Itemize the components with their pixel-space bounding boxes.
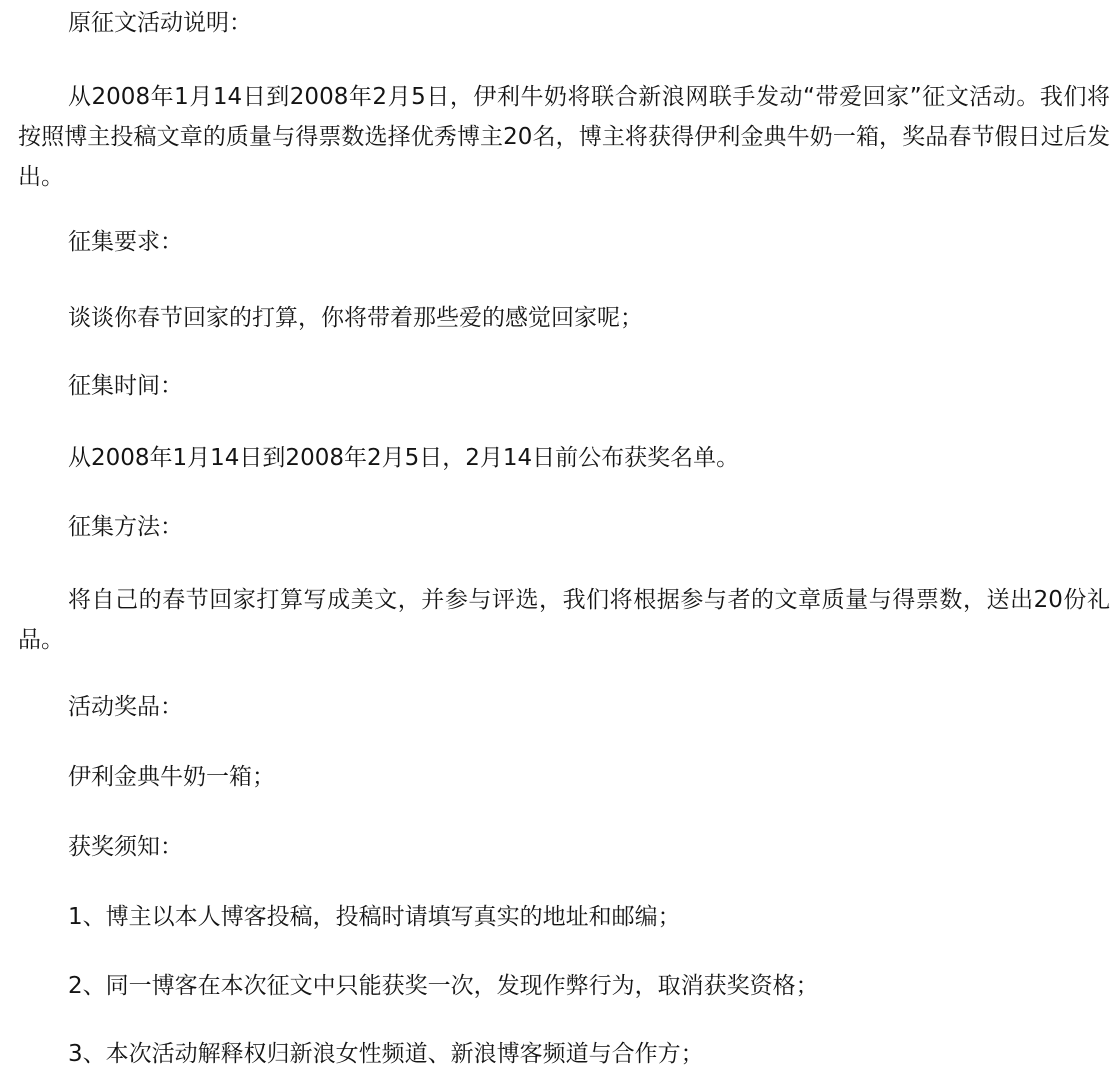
notice-item: 2、同一博客在本次征文中只能获奖一次，发现作弊行为，取消获奖资格； — [68, 973, 819, 999]
intro-paragraph: 从2008年1月14日到2008年2月5日，伊利牛奶将联合新浪网联手发动“带爱回家”征文活动。我们将按照博主投稿文章的质量与得票数选择优秀博主20名，博主将获得伊利金典牛奶一箱，奖品春节假日过后发出。 — [18, 84, 1110, 190]
requirement-text: 谈谈你春节回家的打算，你将带着那些爱的感觉回家呢； — [68, 305, 643, 331]
notice-heading: 获奖须知： — [68, 834, 183, 860]
intro-heading: 原征文活动说明： — [68, 10, 252, 36]
prize-text: 伊利金典牛奶一箱； — [68, 764, 275, 790]
method-paragraph: 将自己的春节回家打算写成美文，并参与评选，我们将根据参与者的文章质量与得票数，送出20份礼品。 — [18, 587, 1110, 653]
prize-heading: 活动奖品： — [68, 694, 183, 720]
notice-item: 1、博主以本人博客投稿，投稿时请填写真实的地址和邮编； — [68, 904, 681, 930]
time-text: 从2008年1月14日到2008年2月5日，2月14日前公布获奖名单。 — [68, 445, 740, 471]
method-heading: 征集方法： — [68, 514, 183, 540]
notice-item: 3、本次活动解释权归新浪女性频道、新浪博客频道与合作方； — [68, 1041, 704, 1067]
requirement-heading: 征集要求： — [68, 229, 183, 255]
time-heading: 征集时间： — [68, 373, 183, 399]
